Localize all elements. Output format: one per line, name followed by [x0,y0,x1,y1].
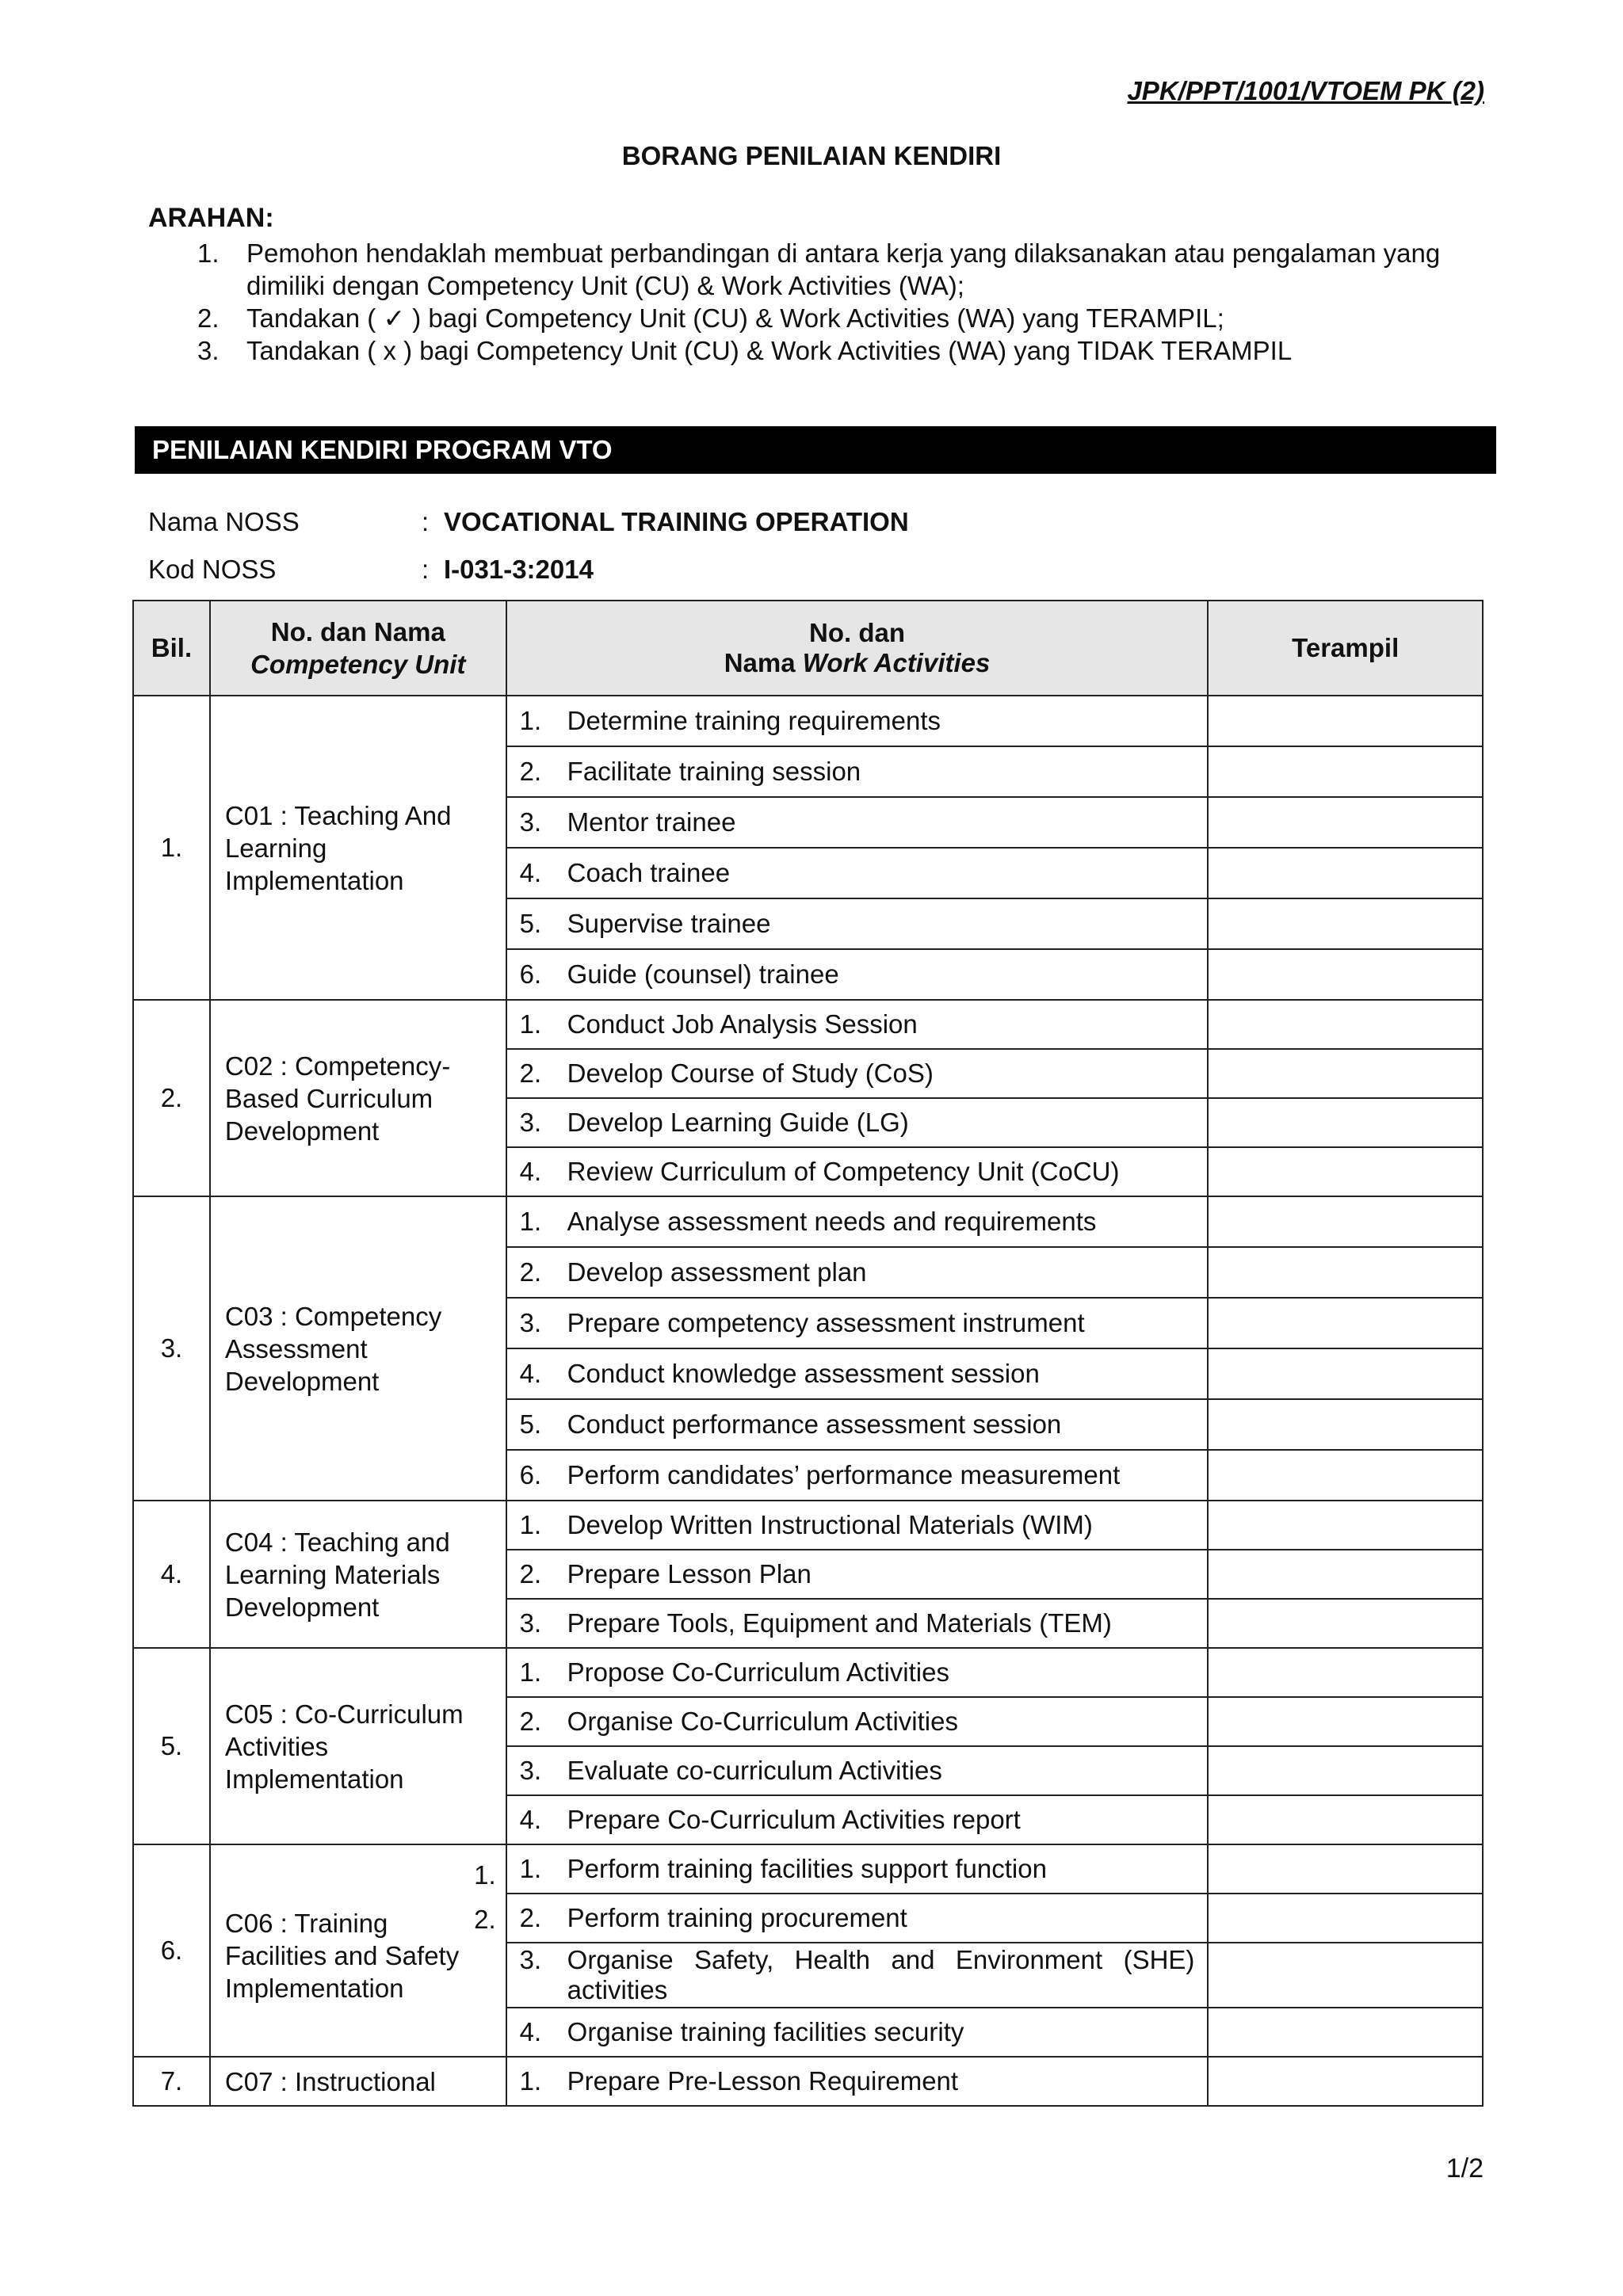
terampil-checkbox-cell[interactable] [1208,1399,1483,1450]
cell-competency-unit [210,696,506,1000]
nama-noss-label: Nama NOSS [148,507,300,536]
work-activity [520,1409,1195,1440]
header-cu-line2: Competency Unit [250,650,466,679]
work-activity-text: Perform training facilities support function [567,1854,1047,1883]
unit-number: 1. [474,1860,496,1890]
cell-work-activity [506,1348,1209,1399]
cell-work-activity [506,1697,1209,1746]
table-row [133,1196,1483,1247]
work-activity-text: Conduct knowledge assessment session [567,1359,1040,1388]
work-activity [520,1359,1195,1389]
instruction-number: 3. [197,336,220,365]
work-activity-number: 2. [519,757,542,786]
cell-work-activity [506,898,1209,949]
terampil-checkbox-cell[interactable] [1208,1049,1483,1098]
competency-unit-name: C03 : Competency Assessment Development [224,1301,442,1396]
cell-work-activity [506,1399,1209,1450]
section-title-bar: PENILAIAN KENDIRI PROGRAM VTO [135,426,1496,474]
competency-unit-name: C06 : Training Facilities and Safety Implementation [224,1909,460,2003]
cell-work-activity [506,1247,1209,1298]
work-activity [520,1257,1195,1287]
cell-work-activity [506,1049,1209,1098]
terampil-checkbox-cell[interactable] [1208,848,1483,898]
terampil-checkbox-cell[interactable] [1208,1348,1483,1399]
terampil-checkbox-cell[interactable] [1208,1795,1483,1844]
instruction-item [148,334,1495,367]
instruction-item [148,237,1495,302]
work-activity-number: 2. [519,1559,542,1589]
work-activity-text: Develop assessment plan [567,1257,867,1287]
cell-work-activity [506,1550,1209,1599]
cell-work-activity [506,1450,1209,1501]
work-activity [520,858,1195,888]
work-activity-text: Develop Written Instructional Materials (WIM) [567,1510,1093,1539]
work-activity-text: Review Curriculum of Competency Unit (CoCU) [567,1157,1120,1186]
work-activity-number: 2. [519,1903,542,1932]
terampil-checkbox-cell[interactable] [1208,1000,1483,1049]
terampil-checkbox-cell[interactable] [1208,2057,1483,2106]
table-row [133,2057,1483,2106]
work-activity-number: 1. [519,1510,542,1539]
page-number: 1/2 [1445,2153,1484,2183]
cell-work-activity [506,1648,1209,1697]
terampil-checkbox-cell[interactable] [1208,1943,1483,2008]
table-row [133,1844,1483,1894]
table-row [133,696,1483,746]
cell-bil: 3. [133,1196,210,1501]
terampil-checkbox-cell[interactable] [1208,2008,1483,2057]
cell-work-activity [506,1943,1209,2008]
table-row [133,1648,1483,1697]
work-activity-number: 4. [519,1805,542,1834]
terampil-checkbox-cell[interactable] [1208,1648,1483,1697]
work-activity-text: Conduct Job Analysis Session [567,1009,918,1039]
kod-noss-label: Kod NOSS [148,555,277,584]
instruction-item [148,302,1495,334]
work-activity-text: Facilitate training session [567,757,861,786]
work-activity-text: Propose Co-Curriculum Activities [567,1657,949,1687]
work-activity [520,1608,1195,1638]
work-activity-number: 1. [519,706,542,735]
work-activity-number: 5. [519,1409,542,1439]
kod-noss-value: I-031-3:2014 [444,555,594,584]
work-activity-text: Determine training requirements [567,706,941,735]
table-row [133,1000,1483,1049]
cell-bil: 7. [133,2057,210,2106]
cell-work-activity [506,746,1209,797]
header-bil: Bil. [133,601,210,696]
terampil-checkbox-cell[interactable] [1208,1894,1483,1943]
cell-bil: 2. [133,1000,210,1196]
terampil-checkbox-cell[interactable] [1208,1697,1483,1746]
work-activity-number: 4. [519,2017,542,2046]
work-activity-text: Mentor trainee [567,807,736,837]
kod-noss-row [148,555,594,585]
header-wa-line2a: Nama [724,648,803,677]
work-activity [520,1058,1195,1089]
work-activity-text: Guide (counsel) trainee [567,959,839,989]
competency-unit-name: C05 : Co-Curriculum Activities Implementation [224,1699,464,1794]
terampil-checkbox-cell[interactable] [1208,1599,1483,1648]
cell-work-activity [506,1000,1209,1049]
terampil-checkbox-cell[interactable] [1208,898,1483,949]
table-header-row [133,601,1483,696]
work-activity-text: Develop Course of Study (CoS) [567,1058,934,1088]
competency-unit-name: C02 : Competency-Based Curriculum Development [224,1051,451,1146]
work-activity-text: Perform candidates’ performance measurement [567,1460,1121,1489]
work-activity [520,1207,1195,1237]
work-activity-text: Prepare Lesson Plan [567,1559,812,1589]
terampil-checkbox-cell[interactable] [1208,949,1483,1000]
header-terampil: Terampil [1208,601,1483,696]
instruction-text: Tandakan ( x ) bagi Competency Unit (CU) & Work Activities (WA) yang TIDAK TERAMPIL [246,336,1293,365]
terampil-checkbox-cell[interactable] [1208,1196,1483,1247]
doc-code: JPK/PPT/1001/VTOEM PK (2) [1127,76,1484,105]
work-activity [520,1009,1195,1039]
work-activity-text: Coach trainee [567,858,731,887]
instructions-heading: ARAHAN: [148,203,274,233]
instruction-text: Pemohon hendaklah membuat perbandingan di antara kerja yang dilaksanakan atau pengalaman yang dimiliki dengan Competency Unit (CU) & Work Activities (WA); [246,238,1441,300]
instruction-text: Tandakan ( ✓ ) bagi Competency Unit (CU) & Work Activities (WA) yang TERAMPIL; [246,303,1224,333]
work-activity-number: 2. [519,1257,542,1287]
work-activity-number: 6. [519,1460,542,1489]
work-activity [520,1559,1195,1589]
work-activity [520,1157,1195,1187]
cell-work-activity [506,1196,1209,1247]
cell-work-activity [506,1844,1209,1894]
cell-work-activity [506,1501,1209,1550]
cell-work-activity [506,1098,1209,1147]
work-activity-number: 3. [519,1608,542,1638]
terampil-checkbox-cell[interactable] [1208,1501,1483,1550]
terampil-checkbox-cell[interactable] [1208,696,1483,746]
cell-work-activity [506,696,1209,746]
colon: : [422,507,430,536]
work-activity-number: 1. [519,2066,542,2096]
work-activity [520,757,1195,787]
work-activity [520,1945,1195,2005]
work-activity-number: 1. [519,1854,542,1883]
work-activity [520,1854,1195,1884]
cell-work-activity [506,949,1209,1000]
work-activity-text: Analyse assessment needs and requirements [567,1207,1097,1236]
work-activity-text: Prepare Tools, Equipment and Materials (TEM) [567,1608,1112,1638]
cell-work-activity [506,1746,1209,1795]
terampil-checkbox-cell[interactable] [1208,1298,1483,1348]
header-competency-unit [210,601,506,696]
cell-bil: 6. [133,1844,210,2057]
work-activity-number: 2. [519,1058,542,1088]
cell-work-activity [506,1147,1209,1196]
nama-noss-value: VOCATIONAL TRAINING OPERATION [444,507,909,536]
work-activity [520,1308,1195,1338]
cell-work-activity [506,848,1209,898]
work-activity [520,807,1195,837]
work-activity-text: Supervise trainee [567,909,771,938]
table-row [133,1501,1483,1550]
work-activity-text: Evaluate co-curriculum Activities [567,1756,942,1785]
cell-work-activity [506,797,1209,848]
work-activity [520,2066,1195,2096]
header-work-activities [506,601,1209,696]
cell-competency-unit [210,2057,506,2106]
work-activity [520,2017,1195,2047]
cell-work-activity [506,2057,1209,2106]
work-activity [520,1108,1195,1138]
instruction-number: 2. [197,303,220,333]
work-activity-number: 4. [519,1359,542,1388]
work-activity-text: Conduct performance assessment session [567,1409,1062,1439]
work-activity-number: 3. [519,1945,542,1974]
terampil-checkbox-cell[interactable] [1208,1147,1483,1196]
work-activity-number: 6. [519,959,542,989]
cell-work-activity [506,1599,1209,1648]
work-activity-text: Organise Co-Curriculum Activities [567,1707,958,1736]
form-title: BORANG PENILAIAN KENDIRI [621,141,1002,170]
work-activity-text: Prepare competency assessment instrument [567,1308,1085,1337]
cell-work-activity [506,1795,1209,1844]
work-activity-text: Prepare Pre-Lesson Requirement [567,2066,959,2096]
work-activity [520,1657,1195,1688]
work-activity [520,1510,1195,1540]
header-wa-line2 [520,648,1195,678]
cell-bil: 1. [133,696,210,1000]
work-activity [520,1756,1195,1786]
instruction-number: 1. [197,238,220,268]
work-activity-number: 2. [519,1707,542,1736]
work-activity [520,1805,1195,1835]
work-activity-number: 5. [519,909,542,938]
cell-competency-unit [210,1000,506,1196]
terampil-checkbox-cell[interactable] [1208,746,1483,797]
work-activity-text: Organise Safety, Health and Environment (SHE) activities [567,1945,1195,2004]
work-activity-text: Prepare Co-Curriculum Activities report [567,1805,1021,1834]
work-activity-text: Organise training facilities security [567,2017,964,2046]
cell-competency-unit [210,1196,506,1501]
terampil-checkbox-cell[interactable] [1208,1746,1483,1795]
competency-unit-name: C04 : Teaching and Learning Materials Development [224,1527,450,1622]
cell-competency-unit [210,1501,506,1648]
header-wa-line1: No. dan [809,618,906,647]
work-activity-text: Develop Learning Guide (LG) [567,1108,909,1137]
work-activity [520,706,1195,736]
terampil-checkbox-cell[interactable] [1208,1450,1483,1501]
terampil-checkbox-cell[interactable] [1208,1247,1483,1298]
work-activity-number: 3. [519,1756,542,1785]
work-activity [520,959,1195,990]
work-activity [520,909,1195,939]
work-activity-number: 1. [519,1009,542,1039]
cell-work-activity [506,1298,1209,1348]
terampil-checkbox-cell[interactable] [1208,1098,1483,1147]
colon: : [422,555,430,584]
work-activity-number: 3. [519,1108,542,1137]
cell-work-activity [506,1894,1209,1943]
competency-unit-name: C07 : Instructional [224,2066,436,2096]
terampil-checkbox-cell[interactable] [1208,1844,1483,1894]
header-wa-line2b: Work Activities [802,648,991,677]
terampil-checkbox-cell[interactable] [1208,797,1483,848]
work-activity-text: Perform training procurement [567,1903,907,1932]
competency-unit-name: C01 : Teaching And Learning Implementation [224,800,452,895]
work-activity [520,1460,1195,1490]
work-activity-number: 3. [519,1308,542,1337]
work-activity-number: 4. [519,858,542,887]
assessment-table [132,600,1484,2107]
work-activity [520,1707,1195,1737]
header-cu-line1: No. dan Nama [270,617,445,646]
cell-competency-unit [210,1844,506,2057]
work-activity-number: 4. [519,1157,542,1186]
work-activity-number: 1. [519,1207,542,1236]
cell-bil: 4. [133,1501,210,1648]
work-activity [520,1903,1195,1933]
cell-bil: 5. [133,1648,210,1844]
instructions [148,203,1495,367]
cell-competency-unit [210,1648,506,1844]
terampil-checkbox-cell[interactable] [1208,1550,1483,1599]
work-activity-number: 1. [519,1657,542,1687]
work-activity-number: 3. [519,807,542,837]
unit-number: 2. [474,1905,496,1934]
cell-work-activity [506,2008,1209,2057]
nama-noss-row [148,507,909,537]
